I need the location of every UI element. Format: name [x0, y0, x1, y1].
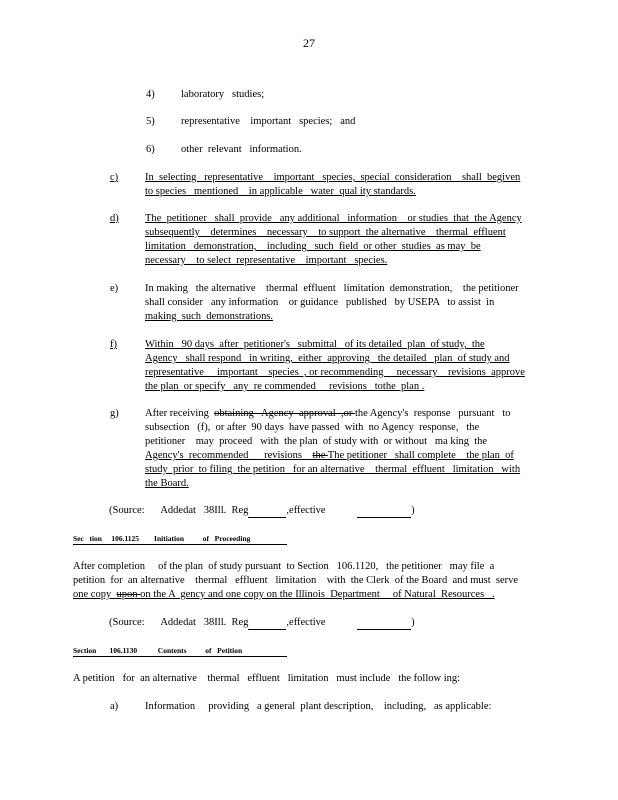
struck-text: upon [116, 589, 141, 600]
blank-line [248, 616, 286, 630]
section-heading: Section 106.1130 Contents of Petition [73, 646, 243, 655]
paragraph-f-line: representative important species , or recommending necessary revisions approve [145, 367, 525, 378]
source-text: Addedat 38Ill. Reg [160, 617, 249, 628]
paragraph-f-line: the plan or specify any re commended revisions tothe plan . [145, 381, 425, 392]
paragraph-d-line: subsequently determines necessary to support the alternative thermal effluent [145, 227, 506, 238]
source-text: Addedat 38Ill. Reg [160, 505, 249, 516]
paragraph-d-line: limitation demonstration, including such field or other studies as may be [145, 241, 481, 252]
paragraph-g-line: petitioner may proceed with the plan of study with or without ma king the [145, 436, 488, 447]
source-note: (Source: Addedat 38Ill. Reg ,effective ) [109, 617, 415, 628]
paragraph-e-line: In making the alternative thermal effluent limitation demonstration, the petitioner [145, 283, 519, 294]
list-item-text: other relevant information. [181, 144, 302, 155]
text-segment: Agency's recommended revisions [145, 450, 313, 461]
list-number: 6) [146, 144, 155, 155]
paragraph-f-line: Agency shall respond in writing, either approving the detailed plan of study and [145, 353, 510, 364]
list-item-text: representative important species; and [181, 116, 356, 127]
text-segment: the Agency's response pursuant to [354, 408, 511, 419]
paragraph-label-e: e) [110, 283, 119, 294]
heading-underline [73, 656, 287, 657]
list-item-text: laboratory studies; [181, 89, 265, 100]
item-a-text: Information providing a general plant description, including, as applicable: [145, 701, 492, 712]
struck-text: the [312, 450, 328, 461]
paragraph-c-line: In selecting representative important species, special consideration shall begiven [145, 172, 521, 183]
section-1130-intro: A petition for an alternative thermal effluent limitation must include the follow ing: [73, 673, 461, 684]
paragraph-label-c: c) [110, 172, 119, 183]
paragraph-g-line: the Board. [145, 478, 189, 489]
paragraph-label-g: g) [110, 408, 119, 419]
paragraph-d-line: The petitioner shall provide any additional information or studies that the Agency [145, 213, 522, 224]
item-label-a: a) [110, 701, 119, 712]
list-number: 4) [146, 89, 155, 100]
source-prefix: (Source: [109, 617, 145, 628]
paragraph-c-line: to species mentioned in applicable water qual ity standards. [145, 186, 416, 197]
source-note: (Source: Addedat 38Ill. Reg ,effective ) [109, 505, 415, 516]
paragraph-d-line: necessary to select representative important species. [145, 255, 388, 266]
paragraph-g-line [145, 407, 511, 420]
text-segment: After receiving [145, 408, 215, 419]
text-segment: one copy [73, 589, 117, 600]
paragraph-label-d: d) [110, 213, 119, 224]
paragraph-label-f: f) [110, 339, 117, 350]
struck-text: obtaining Agency approval ,or [214, 408, 355, 419]
text-segment: on the A gency and one copy on the Illinois Department of Natural Resources . [140, 589, 495, 600]
paragraph-g-line: subsection (f), or after 90 days have passed with no Agency response, the [145, 422, 480, 433]
blank-line [357, 504, 411, 518]
paragraph-e-line: making such demonstrations. [145, 311, 274, 322]
heading-underline [73, 544, 287, 545]
paragraph-e-line: shall consider any information or guidance published by USEPA to assist in [145, 297, 495, 308]
blank-line [248, 504, 286, 518]
section-1125-line [73, 588, 495, 601]
source-effective: ,effective [286, 505, 326, 516]
section-1125-line: petition for an alternative thermal effluent limitation with the Clerk of the Board and must serve [73, 575, 519, 586]
list-number: 5) [146, 116, 155, 127]
section-heading: Sec tion 106.1125 Initiation of Proceeding [73, 534, 251, 543]
blank-line [357, 616, 411, 630]
source-prefix: (Source: [109, 505, 145, 516]
paragraph-g-line [145, 449, 514, 462]
section-1125-line: After completion of the plan of study pursuant to Section 106.1120, the petitioner may file a [73, 561, 495, 572]
source-effective: ,effective [286, 617, 326, 628]
paragraph-g-line: study prior to filing the petition for an alternative thermal effluent limitation with [145, 464, 521, 475]
text-segment: The petitioner shall complete the plan of [327, 450, 514, 461]
page-number: 27 [303, 36, 315, 50]
paragraph-f-line: Within 90 days after petitioner's submittal of its detailed plan of study, the [145, 339, 485, 350]
